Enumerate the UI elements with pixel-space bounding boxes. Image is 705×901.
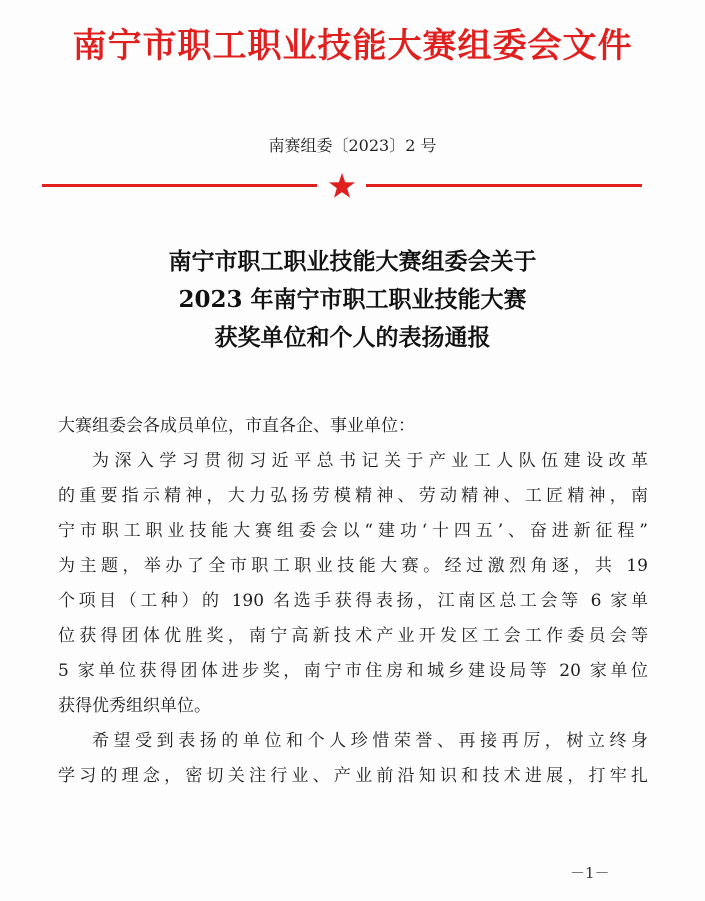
notice-body: [58, 409, 648, 794]
title-line-2: 2023 年南宁市职工职业技能大赛: [178, 286, 527, 313]
page-number: －1－: [570, 864, 610, 882]
divider-line-left: [42, 184, 317, 187]
notice-title: [0, 243, 705, 357]
paragraph-line: 为深入学习贯彻习近平总书记关于产业工人队伍建设改革: [92, 451, 648, 471]
paragraph-line: 宁市职工职业技能大赛组委会以“建功‘十四五’、奋进新征程”: [58, 521, 648, 541]
paragraph-line: 位获得团体优胜奖，南宁高新技术产业开发区工会工作委员会等: [58, 626, 648, 646]
paragraph-line: 5 家单位获得团体进步奖，南宁市住房和城乡建设局等 20 家单位: [58, 661, 648, 681]
star-icon: [328, 172, 356, 200]
paragraph-line: 希望受到表扬的单位和个人珍惜荣誉、再接再厉，树立终身: [92, 731, 648, 751]
document-number: 南赛组委〔2023〕2 号: [268, 136, 437, 155]
paragraph-line: 获得优秀组织单位。: [58, 696, 211, 716]
salutation: 大赛组委会各成员单位，市直各企、事业单位：: [58, 416, 415, 436]
title-line-3: 获奖单位和个人的表扬通报: [214, 324, 491, 351]
title-line-1: 南宁市职工职业技能大赛组委会关于: [168, 248, 537, 275]
divider-line-right: [366, 184, 642, 187]
red-divider: [42, 172, 642, 202]
paragraph-line: 学习的理念，密切关注行业、产业前沿知识和技术进展，打牢扎: [58, 766, 648, 786]
paragraph-line: 个项目（工种）的 190 名选手获得表扬，江南区总工会等 6 家单: [58, 591, 648, 611]
paragraph-line: 为主题，举办了全市职工职业技能大赛。经过激烈角逐，共 19: [58, 556, 648, 576]
paragraph-line: 的重要指示精神，大力弘扬劳模精神、劳动精神、工匠精神，南: [58, 486, 648, 506]
masthead-title: 南宁市职工职业技能大赛组委会文件: [72, 26, 633, 66]
